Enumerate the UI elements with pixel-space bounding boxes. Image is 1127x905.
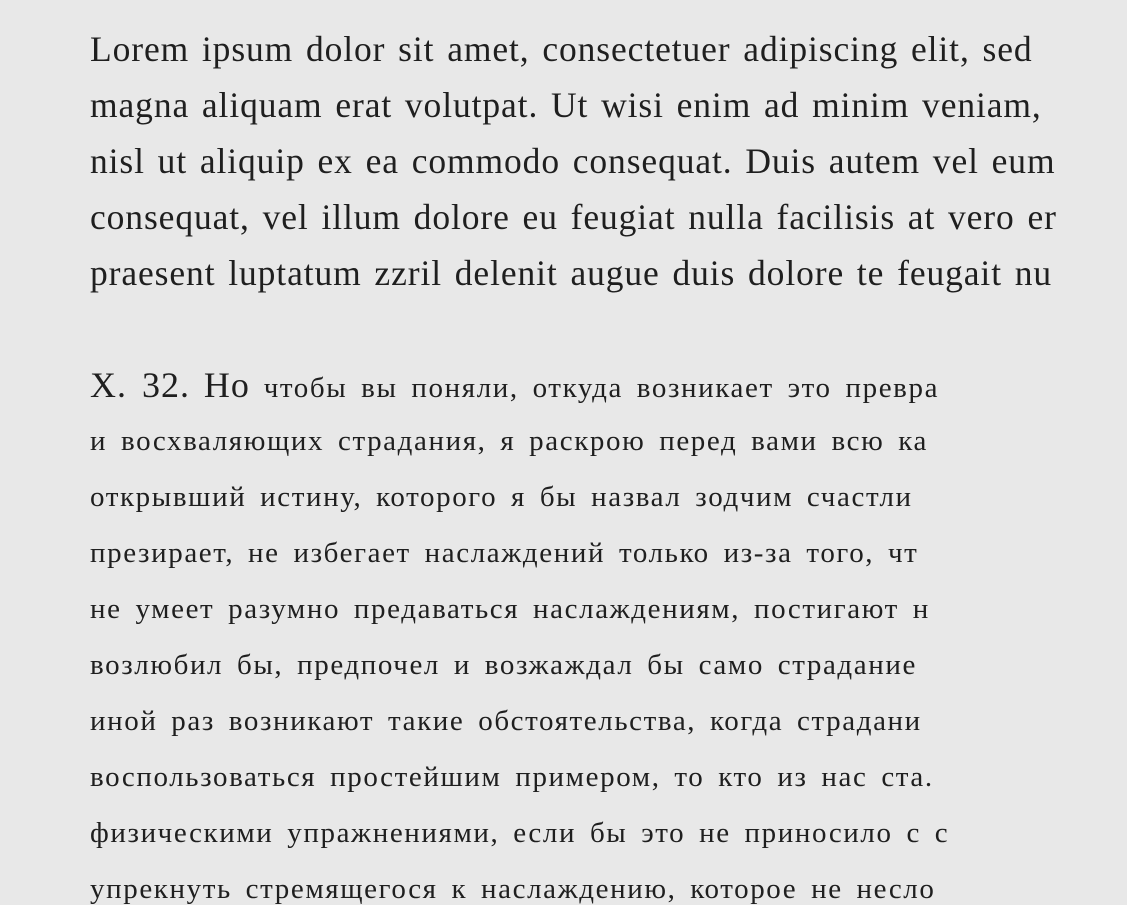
latin-line-3: nisl ut aliquip ex ea commodo consequat. Duis autem vel eum [90,141,1056,181]
cyrillic-line-2: и восхваляющих страдания, я раскрою перед вами всю ка [90,425,928,457]
cyrillic-line-1-text: чтобы вы поняли, откуда возникает это превра [263,372,940,404]
cyrillic-paragraph [90,357,949,905]
cyrillic-line-9: физическими упражнениями, если бы это не приносило с с [90,817,950,849]
latin-line-2: magna aliquam erat volutpat. Ut wisi enim ad minim veniam, [90,85,1042,125]
first-word: Но [203,365,250,405]
latin-paragraph [90,21,1057,301]
latin-line-4: consequat, vel illum dolore eu feugiat nulla facilisis at vero er [90,197,1057,237]
cyrillic-line-6: возлюбил бы, предпочел и возжаждал бы само страдание [90,649,917,681]
cyrillic-line-1 [90,357,949,413]
latin-line-5: praesent luptatum zzril delenit augue duis dolore te feugait nu [90,253,1053,293]
cyrillic-line-10: упрекнуть стремящегося к наслаждению, которое не несло [90,873,936,905]
section-number: X. 32. [90,365,190,405]
cyrillic-line-7: иной раз возникают такие обстоятельства, когда страдани [90,705,922,737]
cyrillic-line-5: не умеет разумно предаваться наслаждениям, постигают н [90,593,930,625]
cyrillic-line-4: презирает, не избегает наслаждений только из-за того, чт [90,537,919,569]
cyrillic-line-8: воспользоваться простейшим примером, то кто из нас ста. [90,761,934,793]
cyrillic-line-3: открывший истину, которого я бы назвал зодчим счастли [90,481,913,513]
latin-line-1: Lorem ipsum dolor sit amet, consectetuer adipiscing elit, sed [90,29,1033,69]
